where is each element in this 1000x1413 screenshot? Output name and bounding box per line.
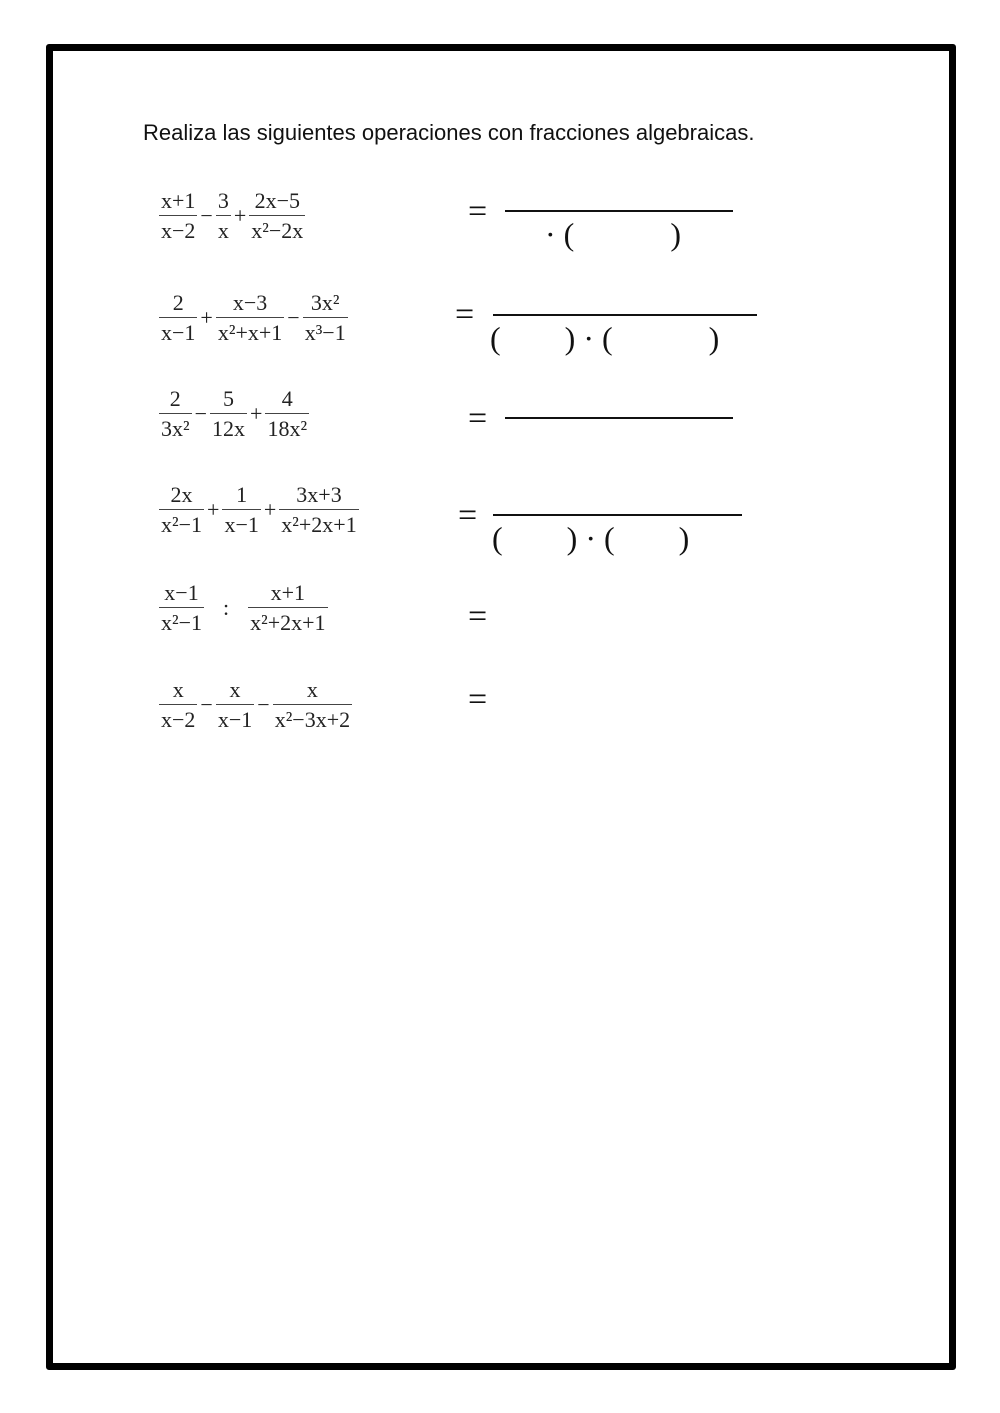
fraction: $\frac{2x-5}{\text{x²−2x}}$ bbox=[251, 188, 304, 243]
fraction: $\frac{1}{x-1}$ bbox=[224, 482, 259, 537]
fraction: $\frac{x}{x-1}$ bbox=[217, 677, 253, 732]
minus-operator: − bbox=[287, 305, 300, 330]
minus-operator: − bbox=[194, 401, 208, 426]
fraction: $\frac{x+1}{\text{x²+2x+1}}$ bbox=[250, 580, 326, 635]
exercise-3-equals: = bbox=[468, 400, 488, 437]
exercise-3-answer-line[interactable] bbox=[505, 417, 733, 419]
exercise-5-expression bbox=[158, 582, 329, 634]
division-colon: : bbox=[223, 595, 230, 620]
exercise-2-answer-numerator-line[interactable] bbox=[493, 314, 757, 316]
exercise-1-answer-denominator[interactable]: · ( ) bbox=[545, 216, 681, 252]
minus-operator: − bbox=[200, 692, 213, 717]
exercise-1-equals: = bbox=[468, 193, 488, 230]
fraction: $\frac{3x+3}{\text{x²+2x+1}}$ bbox=[281, 482, 357, 537]
exercise-4-equals: = bbox=[458, 497, 478, 534]
fraction: $\frac{4}{\text{18x²}}$ bbox=[267, 386, 308, 441]
exercise-5-equals: = bbox=[468, 598, 488, 635]
exercise-2-answer-denominator[interactable]: ( ) · ( ) bbox=[490, 320, 720, 356]
exercise-6-expression bbox=[158, 679, 353, 731]
fraction: $\frac{x}{\text{x²−3x+2}}$ bbox=[274, 677, 351, 732]
exercise-2-equals: = bbox=[455, 296, 475, 333]
exercise-3-expression bbox=[158, 388, 310, 440]
fraction: $\frac{2x}{\text{x²−1}}$ bbox=[161, 482, 203, 537]
exercise-4-answer-numerator-line[interactable] bbox=[493, 514, 742, 516]
plus-operator: + bbox=[250, 401, 263, 426]
exercise-4-expression bbox=[158, 484, 360, 536]
fraction: $\frac{5}{12x}$ bbox=[212, 386, 246, 441]
exercise-1-answer-numerator-line[interactable] bbox=[505, 210, 733, 212]
instruction-text: Realiza las siguientes operaciones con fracciones algebraicas. bbox=[143, 120, 755, 145]
exercise-1-expression bbox=[158, 190, 306, 242]
plus-operator: + bbox=[207, 497, 220, 522]
fraction: $\frac{2}{\text{3x²}}$ bbox=[161, 386, 190, 441]
fraction: $\frac{3}{x}$ bbox=[217, 188, 229, 243]
plus-operator: + bbox=[200, 305, 213, 330]
plus-operator: + bbox=[233, 203, 247, 228]
exercise-2-expression bbox=[158, 292, 349, 344]
plus-operator: + bbox=[263, 497, 277, 522]
exercise-4-answer-denominator[interactable]: ( ) · ( ) bbox=[492, 520, 690, 556]
minus-operator: − bbox=[257, 692, 270, 717]
fraction: $\frac{\text{3x²}}{\text{x³−1}}$ bbox=[304, 290, 346, 345]
fraction: $\frac{x}{x-2}$ bbox=[161, 677, 196, 732]
fraction: $\frac{x-3}{\text{x²+x+1}}$ bbox=[217, 290, 283, 345]
fraction: $\frac{x+1}{x-2}$ bbox=[161, 188, 196, 243]
fraction: $\frac{2}{x-1}$ bbox=[161, 290, 196, 345]
fraction: $\frac{x-1}{\text{x²−1}}$ bbox=[161, 580, 203, 635]
minus-operator: − bbox=[200, 203, 213, 228]
exercise-6-equals: = bbox=[468, 681, 488, 718]
